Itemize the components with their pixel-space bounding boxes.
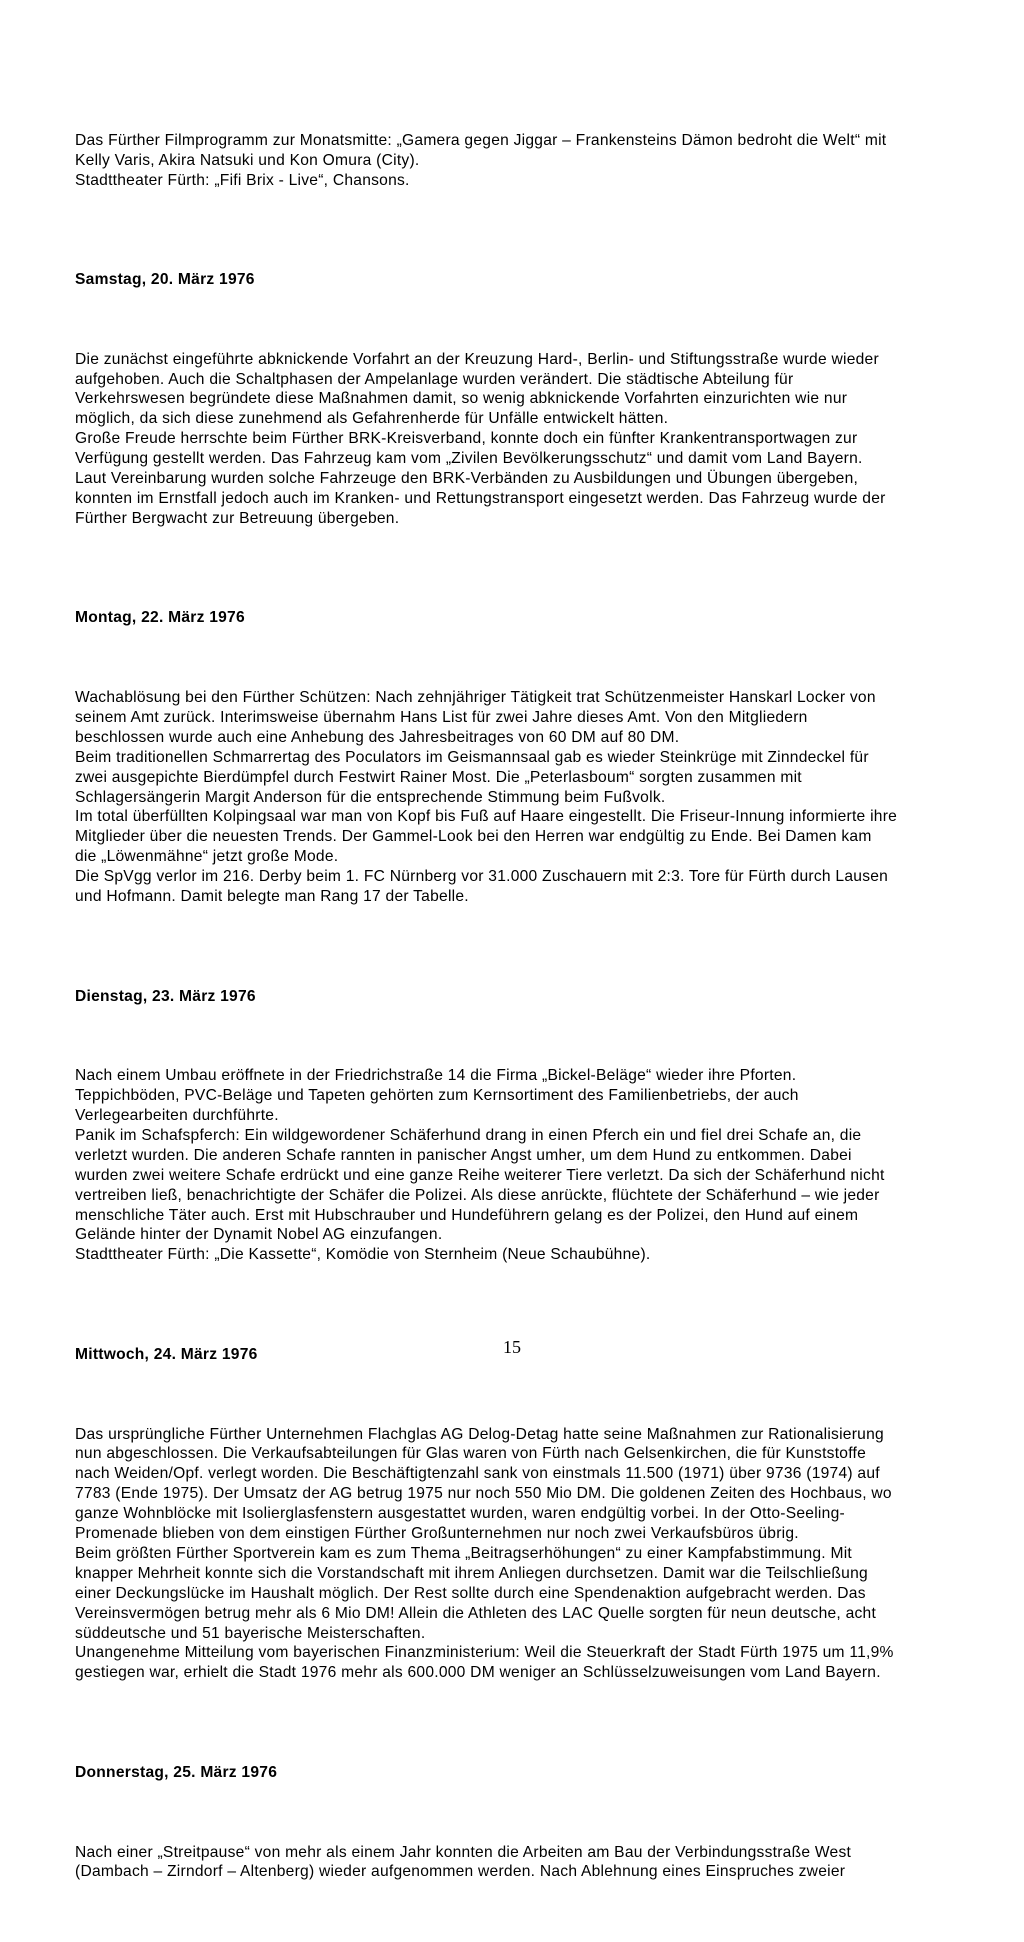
heading-mittwoch-24-maerz-1976: Mittwoch, 24. März 1976 bbox=[75, 1345, 258, 1363]
paragraph-donnerstag-25-maerz-1976: Nach einer „Streitpause“ von mehr als einem Jahr konnten die Arbeiten am Bau der Verbindungsstraße West (Dambach – Zirndorf – Altenberg) wieder aufgenommen werden. Nach Ablehnung eines Einspruches zweier bbox=[75, 1843, 852, 1881]
paragraph-dienstag-23-maerz-1976: Nach einem Umbau eröffnete in der Friedrichstraße 14 die Firma „Bickel-Beläge“ wieder ihre Pforten. Teppichböden, PVC-Beläge und Tapeten gehörten zum Kernsortiment des Familienbetriebs, der auch Verlegearbeiten durchführte. Panik im Schafspferch: Ein wildgewordener Schäferhund drang in einen Pferch ein und fiel drei Schafe an, die verletzt wurden. Die anderen Schafe rannten in panischer Angst umher, um dem Hund zu entkommen. Dabei wurden zwei weitere Schafe erdrückt und eine ganze Reihe weiterer Tiere verletzt. Da sich der Schäferhund nicht vertreiben ließ, benachrichtigte der Schäfer die Polizei. Als diese anrückte, flüchtete der Schäferhund – wie jeder menschliche Täter auch. Erst mit Hubschrauber und Hundeführern gelang es der Polizei, den Hund auf einem Gelände hinter der Dynamit Nobel AG einzufangen. Stadttheater Fürth: „Die Kassette“, Komödie von Sternheim (Neue Schaubühne). bbox=[75, 1067, 885, 1264]
heading-donnerstag-25-maerz-1976: Donnerstag, 25. März 1976 bbox=[75, 1763, 278, 1781]
document-content bbox=[75, 71, 1020, 1942]
heading-samstag-20-maerz-1976: Samstag, 20. März 1976 bbox=[75, 271, 255, 289]
page-number: 15 bbox=[503, 1337, 521, 1357]
paragraph-mittwoch-24-maerz-1976: Das ursprüngliche Fürther Unternehmen Flachglas AG Delog-Detag hatte seine Maßnahmen zur Rationalisierung nun abgeschlossen. Die Verkaufsabteilungen für Glas waren von Fürth nach Gelsenkirchen, die für Kunststoffe nach Weiden/Opf. verlegt worden. Die Beschäftigtenzahl sank von einstmals 11.500 (1971) über 9736 (1974) auf 7783 (Ende 1975). Der Umsatz der AG betrug 1975 nur noch 550 Mio DM. Die goldenen Zeiten des Hochbaus, wo ganze Wohnblöcke mit Isolierglasfenstern ausgestattet wurden, waren endgültig vorbei. In der Otto-Seeling- Promenade blieben von dem einstigen Fürther Großunternehmen nur noch zwei Verkaufsbüros übrig. Beim größten Fürther Sportverein kam es zum Thema „Beitragserhöhungen“ zu einer Kampfabstimmung. Mit knapper Mehrheit konnte sich die Vorstandschaft mit ihrem Anliegen durchsetzen. Damit war die Teilschließung einer Deckungslücke im Haushalt möglich. Der Rest sollte durch eine Spendenaktion aufgebracht werden. Das Vereinsvermögen betrug mehr als 6 Mio DM! Allein die Athleten des LAC Quelle sorgten für neun deutsche, acht süddeutsche und 51 bayerische Meisterschaften. Unangenehme Mitteilung vom bayerischen Finanzministerium: Weil die Steuerkraft der Stadt Fürth 1975 um 11,9% gestiegen war, erhielt die Stadt 1976 mehr als 600.000 DM weniger an Schlüsselzuweisungen vom Land Bayern. bbox=[75, 1425, 894, 1682]
heading-montag-22-maerz-1976: Montag, 22. März 1976 bbox=[75, 609, 245, 627]
heading-dienstag-23-maerz-1976: Dienstag, 23. März 1976 bbox=[75, 987, 256, 1005]
paragraph-samstag-20-maerz-1976: Die zunächst eingeführte abknickende Vorfahrt an der Kreuzung Hard-, Berlin- und Stiftungsstraße wurde wieder aufgehoben. Auch die Schaltphasen der Ampelanlage wurden verändert. Die städtische Abteilung für Verkehrswesen begründete diese Maßnahmen damit, so wenig abknickende Vorfahrten einzurichten wie nur möglich, da sich diese zunehmend als Gefahrenherde für Unfälle entwickelt hätten. Große Freude herrschte beim Fürther BRK-Kreisverband, konnte doch ein fünfter Krankentransportwagen zur Verfügung gestellt werden. Das Fahrzeug kam vom „Zivilen Bevölkerungsschutz“ und damit vom Land Bayern. Laut Vereinbarung wurden solche Fahrzeuge den BRK-Verbänden zu Ausbildungen und Übungen übergeben, konnten im Ernstfall jedoch auch im Kranken- und Rettungstransport eingesetzt werden. Das Fahrzeug wurde der Fürther Bergwacht zur Betreuung übergeben. bbox=[75, 350, 886, 527]
paragraph-film-programm: Das Fürther Filmprogramm zur Monatsmitte: „Gamera gegen Jiggar – Frankensteins Dämon bedroht die Welt“ mit Kelly Varis, Akira Natsuki und Kon Omura (City). Stadttheater Fürth: „Fifi Brix - Live“, Chansons. bbox=[75, 131, 887, 189]
paragraph-montag-22-maerz-1976: Wachablösung bei den Fürther Schützen: Nach zehnjähriger Tätigkeit trat Schützenmeister Hanskarl Locker von seinem Amt zurück. Interimsweise übernahm Hans List für zwei Jahre dieses Amt. Von den Mitgliedern beschlossen wurde auch eine Anhebung des Jahresbeitrages von 60 DM auf 80 DM. Beim traditionellen Schmarrertag des Poculators im Geismannsaal gab es wieder Steinkrüge mit Zinndeckel für zwei ausgepichte Bierdümpfel durch Festwirt Rainer Most. Die „Peterlasboum“ sorgten zusammen mit Schlagersängerin Margit Anderson für die entsprechende Stimmung beim Fußvolk. Im total überfüllten Kolpingsaal war man von Kopf bis Fuß auf Haare eingestellt. Die Friseur-Innung informierte ihre Mitglieder über die neuesten Trends. Der Gammel-Look bei den Herren war endgültig zu Ende. Bei Damen kam die „Löwenmähne“ jetzt große Mode. Die SpVgg verlor im 216. Derby beim 1. FC Nürnberg vor 31.000 Zuschauern mit 2:3. Tore für Fürth durch Lausen und Hofmann. Damit belegte man Rang 17 der Tabelle. bbox=[75, 689, 898, 906]
